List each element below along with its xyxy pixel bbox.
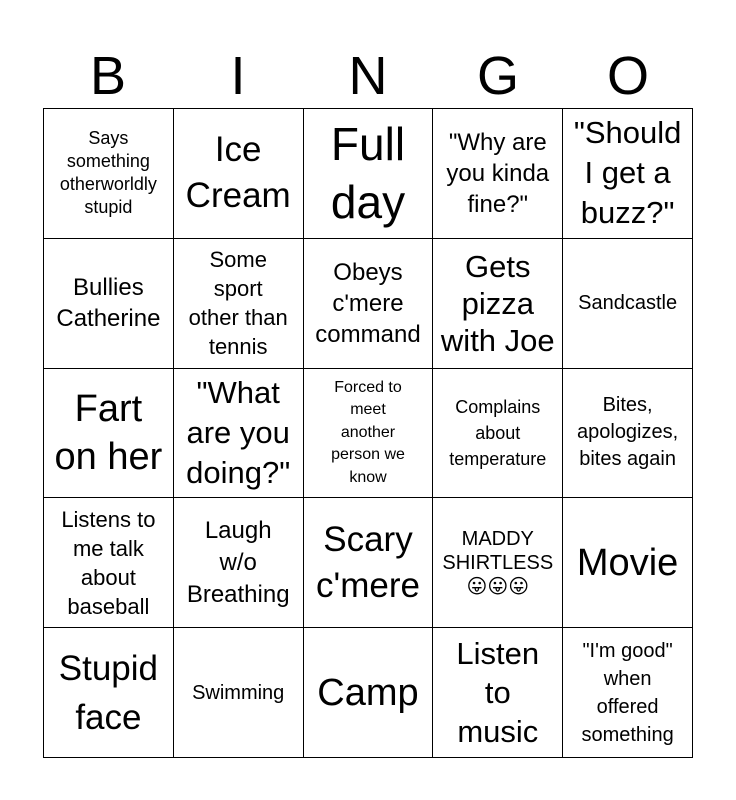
- bingo-cell-r5c5[interactable]: [563, 628, 693, 758]
- header-letter-b: B: [89, 46, 127, 106]
- cell-text: Swimming: [192, 681, 285, 704]
- bingo-cell-r3c2[interactable]: [174, 369, 304, 499]
- bingo-cell-r1c4[interactable]: [433, 109, 563, 239]
- bingo-cell-r4c1[interactable]: [44, 498, 174, 628]
- cell-text: Stupid face: [58, 648, 159, 737]
- header-letter-i: I: [230, 46, 246, 106]
- bingo-cell-r1c5[interactable]: [563, 109, 693, 239]
- bingo-cell-r2c1[interactable]: [44, 239, 174, 369]
- cell-text: Listen to music: [456, 636, 540, 750]
- bingo-cell-r1c3[interactable]: [304, 109, 434, 239]
- cell-text: "I'm good" when offered something: [581, 639, 674, 746]
- bingo-header: [43, 44, 693, 108]
- bingo-cell-r5c4[interactable]: [433, 628, 563, 758]
- bingo-cell-r4c2[interactable]: [174, 498, 304, 628]
- cell-text: Fart on her: [54, 387, 163, 478]
- bingo-cell-r3c1[interactable]: [44, 369, 174, 499]
- cell-text: Ice Cream: [185, 130, 291, 216]
- cell-text: Movie: [576, 541, 679, 584]
- header-letter-n: N: [348, 46, 388, 106]
- bingo-cell-r2c4[interactable]: [433, 239, 563, 369]
- cell-text: Laugh w/o Breathing: [186, 516, 290, 608]
- bingo-cell-r2c3[interactable]: [304, 239, 434, 369]
- bingo-cell-r3c3[interactable]: [304, 369, 434, 499]
- header-letter-o: O: [606, 46, 649, 106]
- bingo-cell-r5c3[interactable]: [304, 628, 434, 758]
- bingo-cell-r5c1[interactable]: [44, 628, 174, 758]
- cell-text: Some sport other than tennis: [188, 247, 288, 360]
- cell-text: Full day: [330, 118, 406, 229]
- cell-text: Complains about temperature: [449, 396, 547, 469]
- bingo-cell-r2c2[interactable]: [174, 239, 304, 369]
- cell-text: Forced to meet another person we know: [331, 378, 405, 486]
- cell-text: Says something otherworldly stupid: [59, 128, 157, 218]
- cell-text: Sandcastle: [578, 292, 678, 315]
- cell-text: Obeys c'mere command: [315, 258, 421, 348]
- bingo-cell-r4c5[interactable]: [563, 498, 693, 628]
- bingo-cell-r5c2[interactable]: [174, 628, 304, 758]
- cell-text: "Why are you kinda fine?": [446, 128, 550, 218]
- bingo-grid: [43, 108, 693, 758]
- bingo-cell-r4c3[interactable]: [304, 498, 434, 628]
- cell-text: "What are you doing?": [186, 374, 291, 490]
- cell-text: Bites, apologizes, bites again: [577, 394, 679, 471]
- cell-text: Listens to me talk about baseball: [61, 506, 156, 619]
- cell-text: Gets pizza with Joe: [440, 248, 555, 358]
- bingo-cell-r1c2[interactable]: [174, 109, 304, 239]
- cell-text: Bullies Catherine: [56, 274, 161, 333]
- cell-text: MADDY SHIRTLESS 😛😛😛: [442, 527, 554, 598]
- bingo-cell-r4c4[interactable]: [433, 498, 563, 628]
- cell-text: Scary c'mere: [316, 519, 420, 605]
- bingo-cell-r1c1[interactable]: [44, 109, 174, 239]
- header-letter-g: G: [476, 46, 519, 106]
- cell-text: Camp: [317, 671, 419, 714]
- bingo-cell-r3c4[interactable]: [433, 369, 563, 499]
- bingo-cell-r2c5[interactable]: [563, 239, 693, 369]
- cell-text: "Should I get a buzz?": [573, 115, 682, 231]
- bingo-cell-r3c5[interactable]: [563, 369, 693, 499]
